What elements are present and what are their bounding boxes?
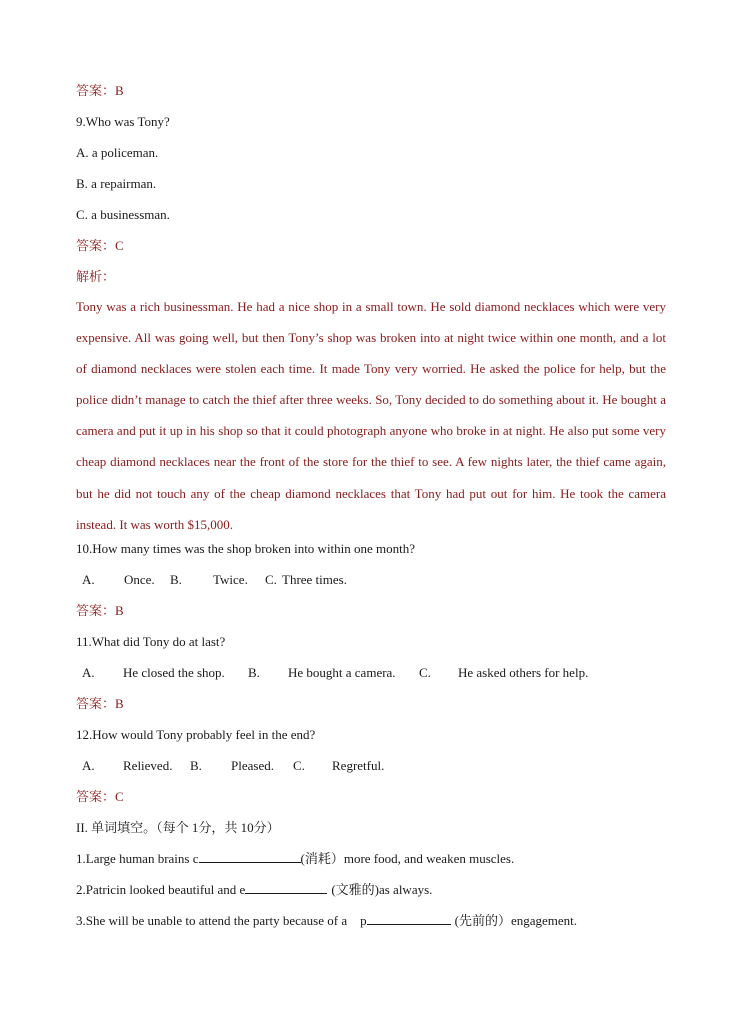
q12-options — [76, 755, 666, 786]
question-11: 11.What did Tony do at last? — [76, 633, 226, 649]
q9-option-c: C. a businessman. — [76, 207, 170, 222]
section-2-title: II. 单词填空。（每个 1分，共 10分） — [76, 819, 280, 835]
answer-q8: 答案：B — [76, 83, 124, 98]
q9-option-b: B. a repairman. — [76, 176, 157, 191]
fill-item-1 — [76, 848, 666, 879]
q10-options — [76, 569, 666, 600]
q9-option-a: A. a policeman. — [76, 145, 159, 160]
q11-option-b: He bought a camera. — [288, 664, 396, 680]
fill-blank-2[interactable] — [245, 879, 327, 894]
q12-label-b: B. — [190, 757, 202, 773]
analysis-label: 解析： — [76, 269, 116, 284]
answer-q11: 答案：B — [76, 695, 124, 711]
q10-label-b: B. — [170, 571, 182, 587]
q11-label-a: A. — [82, 664, 95, 680]
q11-label-c: C. — [419, 664, 431, 680]
question-9: 9.Who was Tony? — [76, 114, 170, 129]
fill-item-3-hint: (先前的）engagement. — [454, 912, 577, 928]
document-page — [76, 80, 666, 941]
q11-options — [76, 662, 666, 693]
q10-label-c: C. — [265, 571, 277, 587]
answer-q9: 答案：C — [76, 238, 124, 253]
fill-item-3 — [76, 910, 666, 941]
analysis-paragraph: Tony was a rich businessman. He had a nice shop in a small town. He sold diamond necklaces which were very expensive. All was going well, but then Tony’s shop was broken into at night twice within one month, and a lot of diamond necklaces were stolen each time. It made Tony very worried. He asked the police for help, but the police didn’t manage to catch the thief after three weeks. So, Tony decided to do something about it. He bought a camera and put it up in his shop so that it could photograph anyone who broke in at night. He also put some very cheap diamond necklaces near the front of the store for the thief to see. A few nights later, the thief came again, but he did not touch any of the cheap diamond necklaces that Tony had put out for him. He took the camera instead. It was worth $15,000. — [76, 299, 666, 532]
fill-item-2 — [76, 879, 666, 910]
fill-item-3-text: 3.She will be unable to attend the party because of a p — [76, 912, 367, 928]
q11-option-c: He asked others for help. — [458, 664, 589, 680]
question-12: 12.How would Tony probably feel in the end? — [76, 726, 316, 742]
q11-label-b: B. — [248, 664, 260, 680]
question-10: 10.How many times was the shop broken into within one month? — [76, 540, 416, 556]
fill-item-1-rest: and weaken muscles. — [400, 850, 515, 866]
fill-item-1-hint: (消耗）more food, — [300, 850, 401, 866]
q12-option-a: Relieved. — [123, 757, 173, 773]
answer-q12: 答案：C — [76, 788, 124, 804]
fill-item-2-hint: (文雅的)as always. — [331, 881, 433, 897]
fill-blank-3[interactable] — [367, 910, 451, 925]
q10-option-a: Once. — [124, 571, 155, 587]
q10-option-c: Three times. — [282, 571, 347, 587]
fill-item-1-text: 1.Large human brains c — [76, 850, 199, 866]
answer-q10: 答案：B — [76, 602, 124, 618]
q11-option-a: He closed the shop. — [123, 664, 225, 680]
fill-blank-1[interactable] — [199, 848, 301, 863]
fill-item-2-text: 2.Patricin looked beautiful and e — [76, 881, 246, 897]
q12-option-b: Pleased. — [231, 757, 274, 773]
q12-option-c: Regretful. — [332, 757, 385, 773]
q12-label-c: C. — [293, 757, 305, 773]
q10-option-b: Twice. — [213, 571, 248, 587]
q10-label-a: A. — [82, 571, 95, 587]
q12-label-a: A. — [82, 757, 95, 773]
